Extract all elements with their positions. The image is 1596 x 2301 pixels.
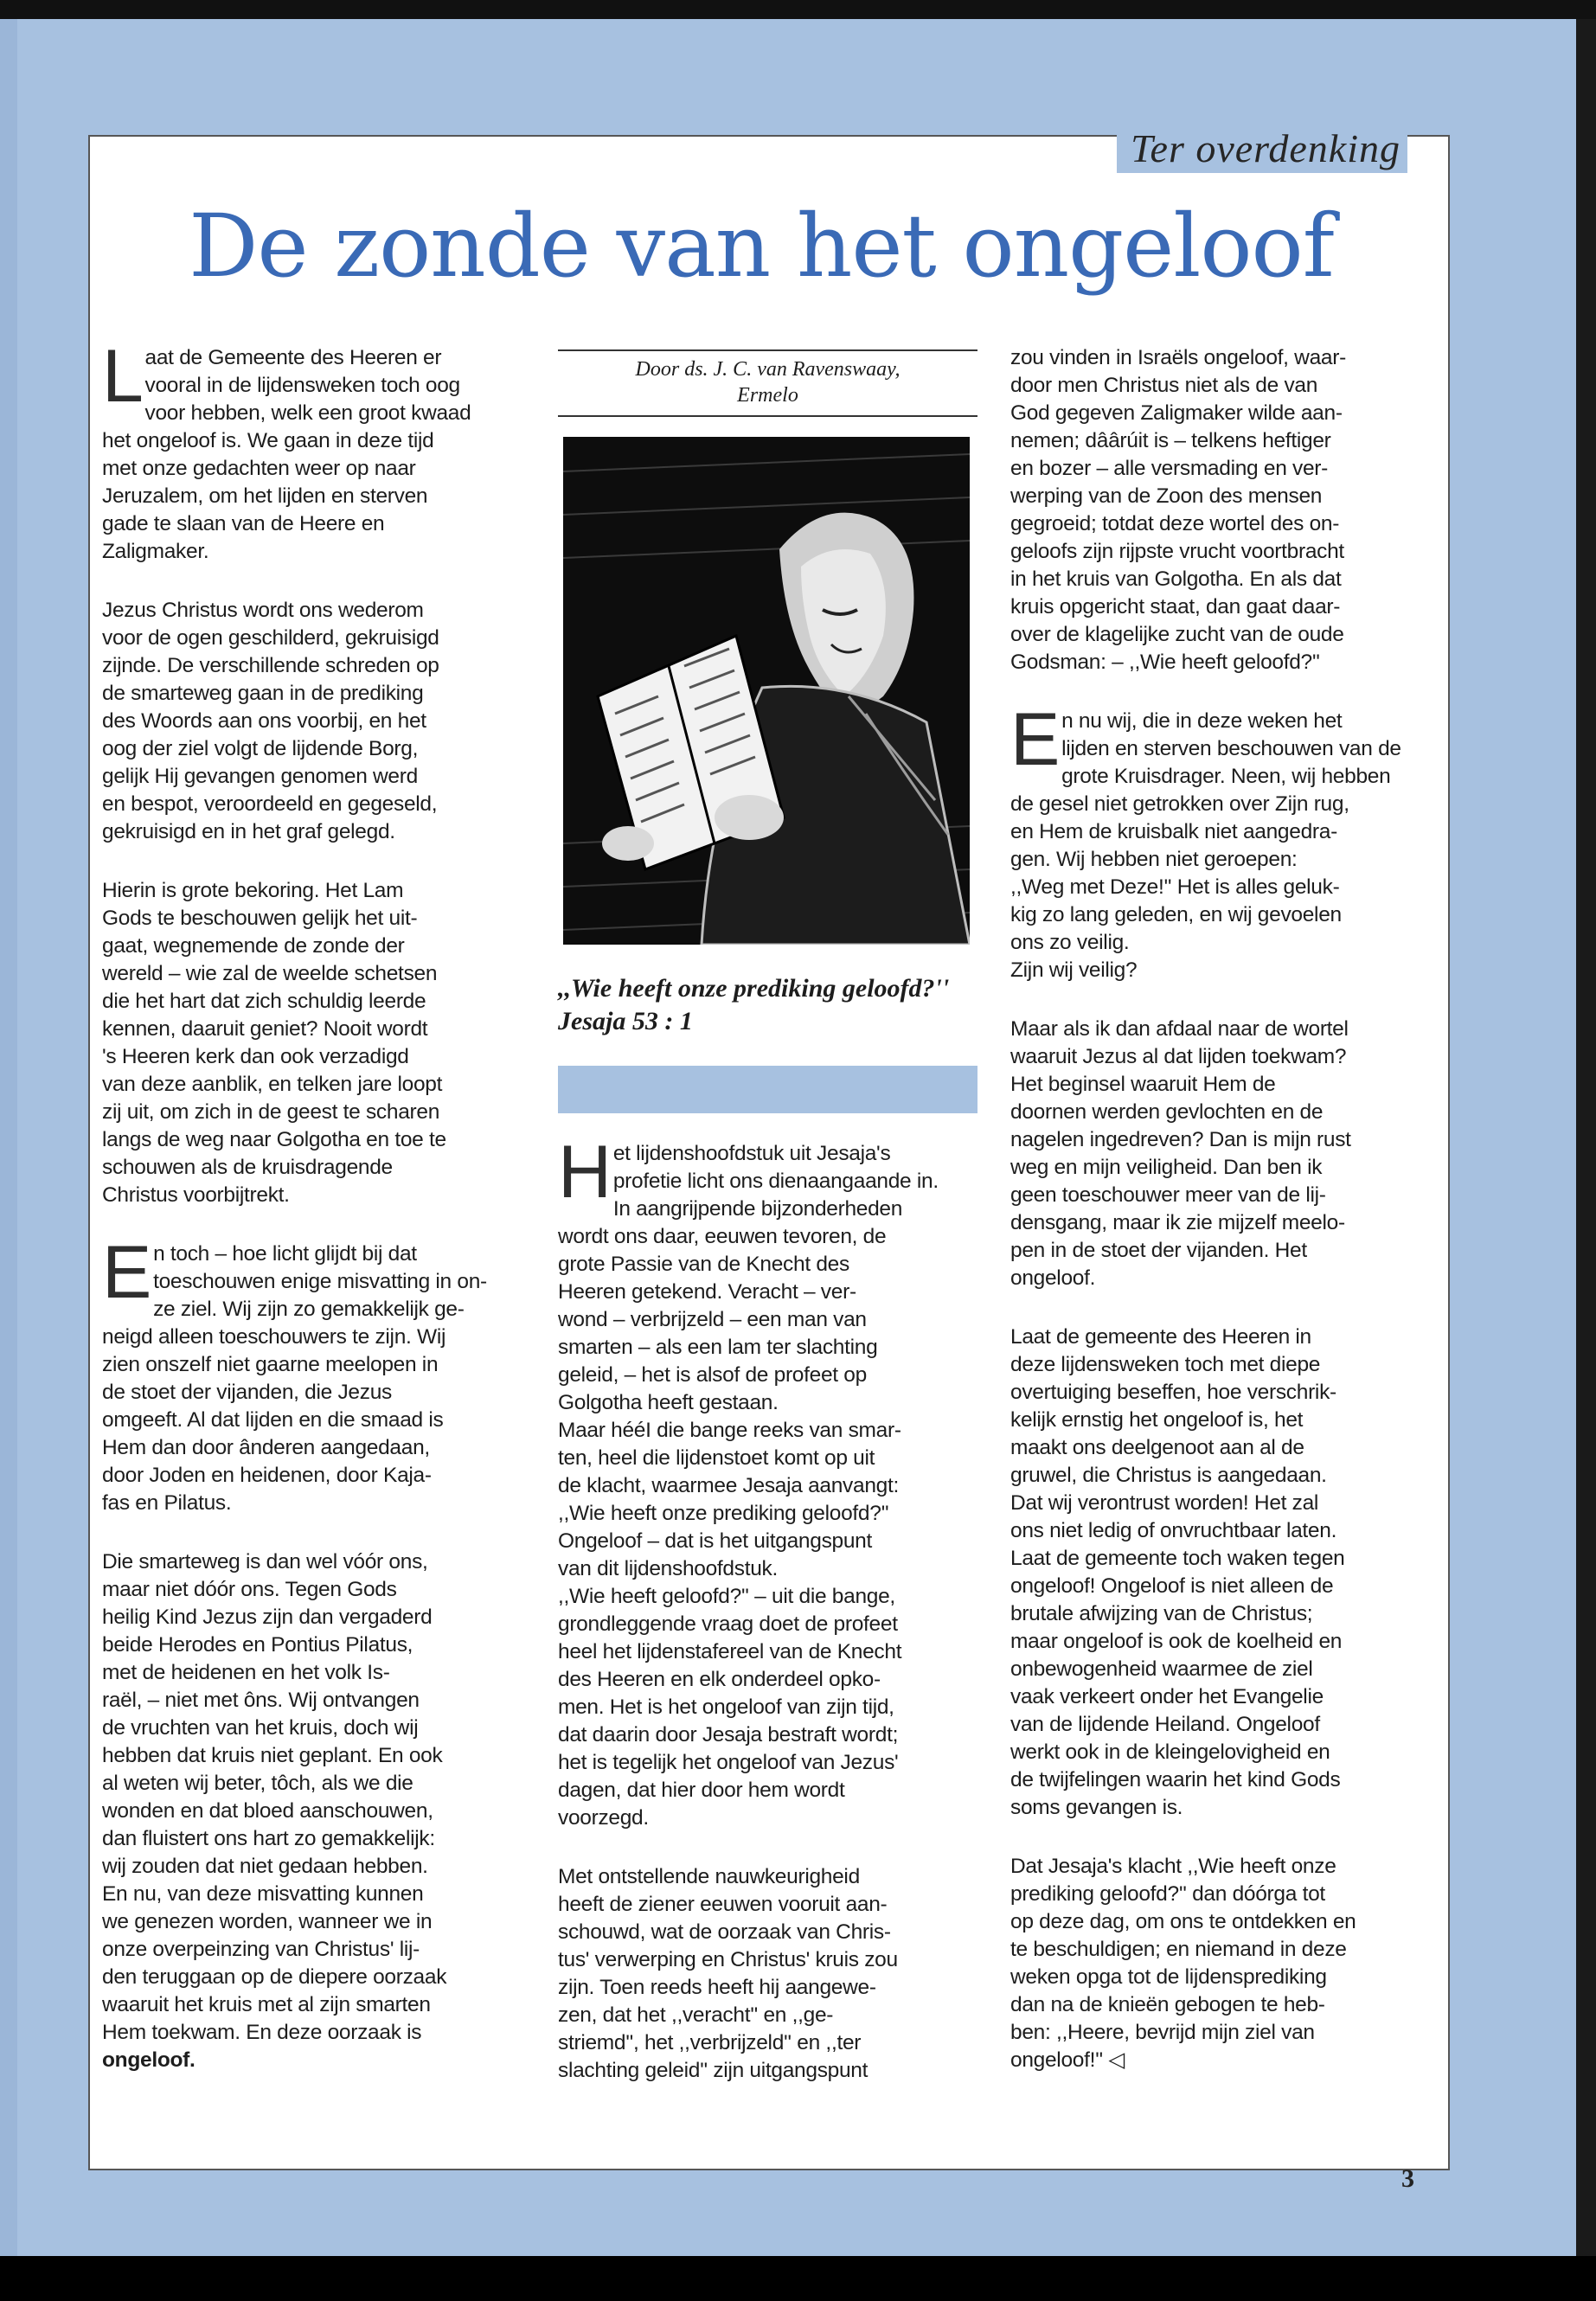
section-label: Ter overdenking <box>1117 125 1407 173</box>
paragraph: Jezus Christus wordt ons wederom voor de ogen geschilderd, gekruisigd zijnde. De verschillende schreden op de smarteweg gaan in de prediking des Woords aan ons voorbij, en het oog der ziel volgt de lijdende Borg, gelijk Hij gevangen genomen werd en bespot, veroordeeld en gegeseld, gekruisigd en in het graf gelegd. <box>102 599 439 843</box>
article-title: De zonde van het ongeloof <box>189 195 1334 297</box>
drop-cap: L <box>102 335 144 418</box>
top-border <box>0 0 1596 19</box>
paragraph: Laat de Gemeente des Heeren er vooral in de lijdensweken toch oog voor hebben, welk een groot kwaad het ongeloof is. We gaan in deze tijd met onze gedachten weer op naar Jeruzalem, om het lijden en sterven gade te slaan van de Heere en Zaligmaker. <box>102 335 471 563</box>
woodcut-illustration-icon <box>563 437 970 945</box>
column-1 <box>102 335 510 2106</box>
drop-cap: E <box>102 1231 152 1314</box>
paragraph: Laat de gemeente des Heeren in deze lijdensweken toch met diepe overtuiging beseffen, hoe verschrik- kelijk ernstig het ongeloof is, het maakt ons deelgenoot aan al de gruwel, die Christus is aangedaan. Dat wij verontrust worden! Het zal ons niet ledig of onvruchtbaar laten. Laat de gemeente toch waken tegen ongeloof! Ongeloof is niet alleen de brutale afwijzing van de Christus; maar ongeloof is ook de koelheid en onbewogenheid waarmee de ziel vaak verkeert onder het Evangelie van de lijdende Heiland. Ongeloof werkt ook in de kleingelovigheid en de twijfelingen waarin het kind Gods soms gevangen is. <box>1010 1325 1345 1819</box>
paragraph: En toch – hoe licht glijdt bij dat toeschouwen enige misvatting in on- ze ziel. Wij zijn zo gemakkelijk ge- neigd alleen toeschouwers te zijn. Wij zien onszelf niet gaarne meelopen in de stoet der vijanden, die Jezus omgeeft. Al dat lijden en die smaad is Hem dan door ânderen aangedaan, door Joden en heidenen, door Kaja- fas en Pilatus. <box>102 1231 487 1515</box>
column-3 <box>1010 344 1417 2106</box>
caption: ,,Wie heeft onze prediking geloofd?'' Jesaja 53 : 1 <box>558 974 950 1035</box>
illustration <box>563 437 970 945</box>
byline <box>558 349 977 417</box>
paragraph: Die smarteweg is dan wel vóór ons, maar niet dóór ons. Tegen Gods heilig Kind Jezus zijn dan vergaderd beide Herodes en Pontius Pilatus, met de heidenen en het volk Is- raël, – niet met ôns. Wij ontvangen de vruchten van het kruis, doch wij hebben dat kruis niet geplant. En ook al weten wij beter, tôch, als we die wonden en dat bloed aanschouwen, dan fluistert ons hart zo gemakkelijk: wij zouden dat niet gedaan hebben. En nu, van deze misvatting kunnen we genezen worden, wanneer we in onze overpeinzing van Christus' lij- den teruggaan op de diepere oorzaak waaruit het kruis met al zijn smarten Hem toekwam. En deze oorzaak is ongeloof. <box>102 1550 447 2072</box>
emphasis: ongeloof. <box>102 2048 195 2072</box>
decorative-bar <box>558 1066 977 1113</box>
author-place: Ermelo <box>737 384 798 407</box>
paragraph: Dat Jesaja's klacht ,,Wie heeft onze prediking geloofd?'' dan dóórga tot op deze dag, om ons te ontdekken en te beschuldigen; en niemand in deze weken opga tot de lijdensprediking dan na de knieën gebogen te heb- ben: ,,Heere, bevrijd mijn ziel van ongeloof!'' ◁ <box>1010 1855 1356 2072</box>
paragraph: Met ontstellende nauwkeurigheid heeft de ziener eeuwen vooruit aan- schouwd, wat de oorzaak van Chris- tus' verwerping en Christus' kruis zou zijn. Toen reeds heeft hij aangewe- zen, dat het ,,veracht'' en ,,ge- striemd'', het ,,verbrijzeld'' en ,,ter slachting geleid'' zijn uitgangspunt <box>558 1865 898 2082</box>
paragraph: En nu wij, die in deze weken het lijden en sterven beschouwen van de grote Kruisdrager. Neen, wij hebben de gesel niet getrokken over Zijn rug, en Hem de kruisbalk niet aangedra- gen. Wij hebben niet geroepen: ,,Weg met Deze!'' Het is alles geluk- kig zo lang geleden, en wij gevoelen ons zo veilig. Zijn wij veilig? <box>1010 698 1401 982</box>
page-number: 3 <box>1401 2164 1414 2193</box>
drop-cap: H <box>558 1131 612 1214</box>
drop-cap: E <box>1010 698 1061 781</box>
paragraph: Het lijdenshoofdstuk uit Jesaja's profetie licht ons dienaangaande in. In aangrijpende bijzonderheden wordt ons daar, eeuwen tevoren, de grote Passie van de Knecht des Heeren getekend. Veracht – ver- wond – verbrijzeld – een man van smarten – als een lam ter slachting geleid, – het is alsof de profeet op Golgotha heeft gestaan. Maar hééI die bange reeks van smar- ten, heel die lijdenstoet komt op uit de klacht, waarmee Jesaja aanvangt: ,,Wie heeft onze prediking geloofd?'' Ongeloof – dat is het uitgangspunt van dit lijdenshoofdstuk. ,,Wie heeft geloofd?'' – uit die bange, grondleggende vraag doet de profeet heel het lijdenstafereel van de Knecht des Heeren en elk onderdeel opko- men. Het is het ongeloof van zijn tijd, dat daarin door Jesaja bestraft wordt; het is tegelijk het ongeloof van Jezus' dagen, dat hier door hem wordt voorzegd. <box>558 1131 939 1830</box>
left-margin <box>0 19 17 2256</box>
paragraph: zou vinden in Israëls ongeloof, waar- door men Christus niet als de van God gegeven Zaligmaker wilde aan- nemen; dâârúit is – telkens heftiger en bozer – alle versmading en ver- werping van de Zoon des mensen gegroeid; totdat deze wortel des on- geloofs zijn rijpste vrucht voortbracht in het kruis van Golgotha. En als dat kruis opgericht staat, dan gaat daar- over de klagelijke zucht van de oude Godsman: – ,,Wie heeft geloofd?'' <box>1010 346 1346 674</box>
column-2 <box>558 1131 977 2116</box>
paragraph: Hierin is grote bekoring. Het Lam Gods te beschouwen gelijk het uit- gaat, wegnemende de zonde der wereld – wie zal de weelde schetsen die het hart dat zich schuldig leerde kennen, daaruit geniet? Nooit wordt 's Heeren kerk dan ook verzadigd van deze aanblik, en telken jare loopt zij uit, om zich in de geest te scharen langs de weg naar Golgotha en toe te schouwen als de kruisdragende Christus voorbijtrekt. <box>102 879 446 1207</box>
paragraph: Maar als ik dan afdaal naar de wortel waaruit Jezus al dat lijden toekwam? Het beginsel waaruit Hem de doornen werden gevlochten en de nagelen ingedreven? Dan is mijn rust weg en mijn veiligheid. Dan ben ik geen toeschouwer meer van de lij- densgang, maar ik zie mijzelf meelo- pen in de stoet der vijanden. Het ongeloof. <box>1010 1017 1351 1290</box>
author: Door ds. J. C. van Ravenswaay, <box>635 358 901 381</box>
right-edge <box>1576 19 1596 2256</box>
bottom-border <box>0 2256 1596 2301</box>
